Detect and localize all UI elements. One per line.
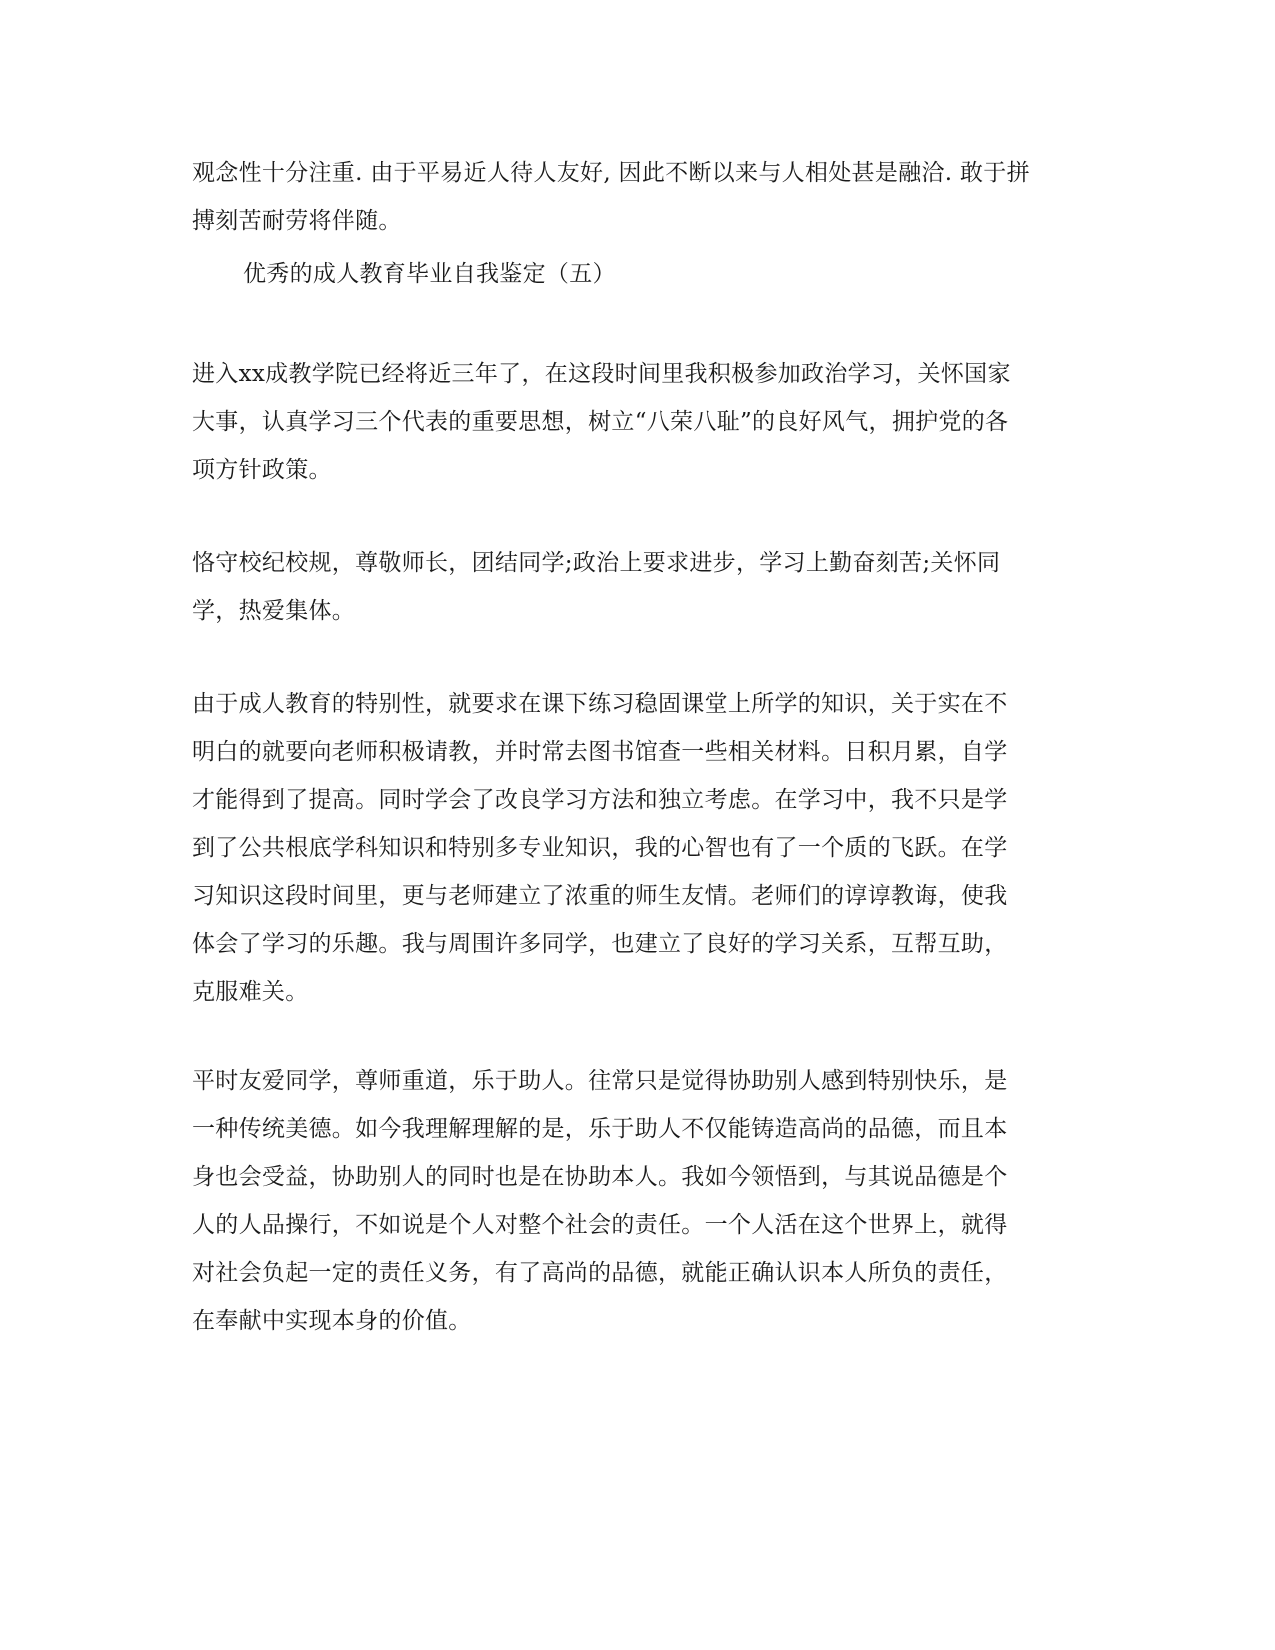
text-line: 观念性十分注重. 由于平易近人待人友好, 因此不断以来与人相处甚是融洽. 敢于拼 (192, 160, 1030, 186)
text-line: 克服难关。 (192, 979, 309, 1005)
body-paragraph (192, 350, 1072, 494)
text-line: 平时友爱同学，尊师重道，乐于助人。往常只是觉得协助别人感到特别快乐，是 (192, 1068, 1008, 1094)
text-line: 进入xx成教学院已经将近三年了，在这段时间里我积极参加政治学习，关怀国家 (192, 361, 1011, 387)
intro-paragraph (192, 149, 1072, 245)
body-paragraph (192, 1057, 1072, 1345)
text-line: 一种传统美德。如今我理解理解的是，乐于助人不仅能铸造高尚的品德，而且本 (192, 1116, 1008, 1142)
text-line: 恪守校纪校规，尊敬师长，团结同学;政治上要求进步，学习上勤奋刻苦;关怀同 (192, 550, 1001, 576)
text-line: 人的人品操行，不如说是个人对整个社会的责任。一个人活在这个世界上，就得 (192, 1212, 1008, 1238)
text-line: 身也会受益，协助别人的同时也是在协助本人。我如今领悟到，与其说品德是个 (192, 1164, 1008, 1190)
text-line: 才能得到了提高。同时学会了改良学习方法和独立考虑。在学习中，我不只是学 (192, 787, 1008, 813)
text-line: 项方针政策。 (192, 457, 332, 483)
text-line: 在奉献中实现本身的价值。 (192, 1308, 472, 1334)
text-line: 习知识这段时间里，更与老师建立了浓重的师生友情。老师们的谆谆教诲，使我 (192, 883, 1008, 909)
text-line: 对社会负起一定的责任义务，有了高尚的品德，就能正确认识本人所负的责任， (192, 1260, 1008, 1286)
text-line: 大事，认真学习三个代表的重要思想，树立“八荣八耻”的良好风气，拥护党的各 (192, 409, 1009, 435)
text-line: 明白的就要向老师积极请教，并时常去图书馆查一些相关材料。日积月累，自学 (192, 739, 1008, 765)
text-line: 搏刻苦耐劳将伴随。 (192, 208, 402, 234)
text-line: 学，热爱集体。 (192, 598, 356, 624)
body-paragraph (192, 539, 1072, 635)
body-paragraph (192, 680, 1072, 1016)
text-line: 由于成人教育的特别性，就要求在课下练习稳固课堂上所学的知识，关于实在不 (192, 691, 1008, 717)
section-heading (243, 250, 1123, 298)
text-line: 体会了学习的乐趣。我与周围许多同学，也建立了良好的学习关系，互帮互助， (192, 931, 1008, 957)
text-line: 到了公共根底学科知识和特别多专业知识，我的心智也有了一个质的飞跃。在学 (192, 835, 1008, 861)
heading-text: 优秀的成人教育毕业自我鉴定（五） (243, 261, 616, 287)
